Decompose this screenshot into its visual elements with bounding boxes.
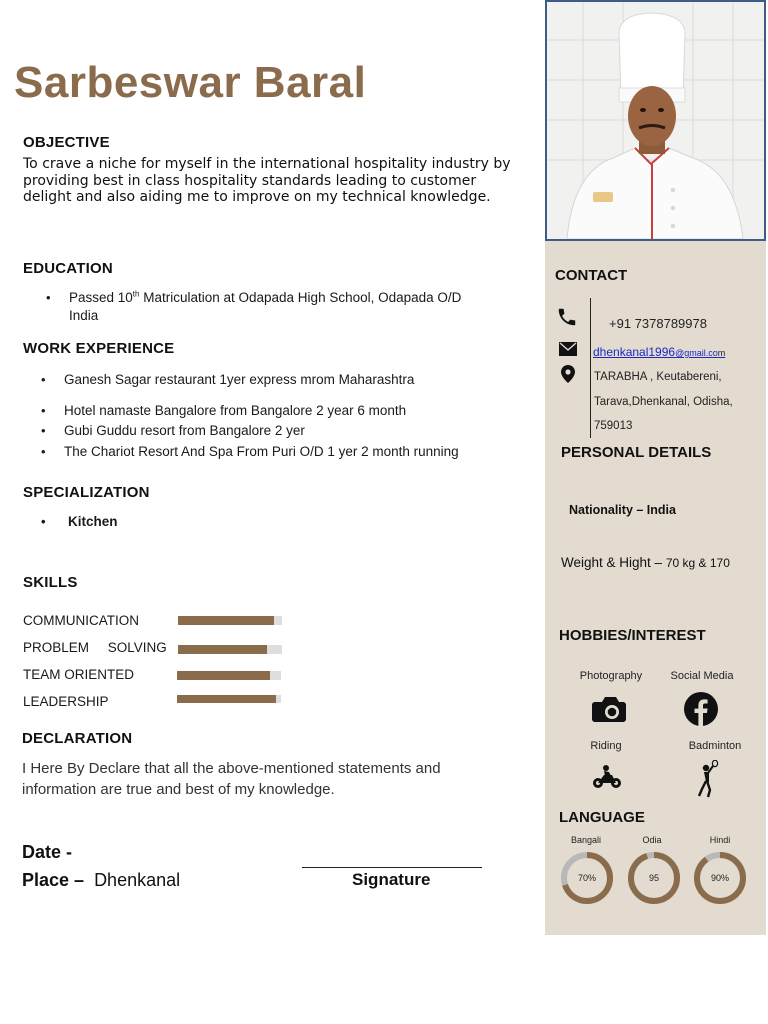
bullet-icon: •	[41, 514, 46, 529]
hobby-label: Badminton	[688, 740, 742, 752]
skill-bar-fill	[177, 695, 276, 703]
bullet-icon: •	[41, 372, 46, 387]
nationality: Nationality – India	[569, 503, 676, 517]
declaration-text: I Here By Declare that all the above-mentioned statements and information are true and best of my knowledge.	[22, 760, 441, 798]
language-label: Odia	[642, 835, 662, 845]
bullet-icon: •	[41, 423, 46, 438]
declaration-heading: DECLARATION	[22, 730, 133, 747]
skills-heading: SKILLS	[23, 574, 78, 591]
profile-photo	[545, 0, 766, 241]
hobby-label: Photography	[579, 670, 643, 682]
work-experience-heading: WORK EXPERIENCE	[23, 340, 175, 357]
skill-bar	[178, 645, 282, 654]
language-ring	[693, 851, 747, 905]
specialization-item: • Kitchen	[41, 514, 118, 529]
hobby-label: Riding	[590, 740, 622, 752]
place-value: Dhenkanal	[94, 870, 181, 890]
language-ring-bangali	[560, 851, 614, 910]
objective-text: To crave a niche for myself in the international hospitality industry by providing best in class hospitality standards leading to customer delight and also aiding me to improve on my technical knowledge.	[23, 156, 511, 205]
date-label: Date -	[22, 842, 73, 862]
candidate-name: Sarbeswar Baral	[14, 58, 367, 107]
personal-details-heading: PERSONAL DETAILS	[561, 444, 712, 461]
work-item: • Hotel namaste Bangalore from Bangalore 2 year 6 month	[41, 403, 407, 418]
bullet-icon: •	[41, 403, 46, 418]
hobby-label: Social Media	[670, 670, 734, 682]
location-pin-icon	[561, 365, 575, 383]
work-item: • Gubi Guddu resort from Bangalore 2 yer	[41, 423, 305, 438]
language-label: Bangali	[570, 835, 602, 845]
ring-value: 95	[648, 873, 660, 883]
bullet-icon: •	[41, 444, 46, 459]
ring-value: 90%	[710, 873, 730, 883]
skill-bar	[178, 616, 282, 625]
motorbike-icon	[592, 764, 622, 790]
email-link[interactable]: dhenkanal1996@gmail.com	[593, 345, 726, 359]
objective-heading: OBJECTIVE	[23, 134, 110, 151]
address-line: 759013	[594, 420, 633, 432]
education-heading: EDUCATION	[23, 260, 113, 277]
camera-icon	[592, 694, 630, 724]
specialization-heading: SPECIALIZATION	[23, 484, 150, 501]
skill-bar-fill	[178, 645, 267, 654]
education-item: • Passed 10th Matriculation at Odapada High School, Odapada O/D India	[46, 289, 462, 323]
address-line: Tarava,Dhenkanal, Odisha,	[594, 396, 733, 408]
skill-bar	[177, 695, 281, 703]
work-item: • Ganesh Sagar restaurant 1yer express mrom Maharashtra	[41, 372, 415, 387]
contact-heading: CONTACT	[555, 267, 628, 284]
skill-label: LEADERSHIP	[23, 694, 109, 709]
skill-bar-fill	[177, 671, 270, 680]
address-line: TARABHA , Keutabereni,	[594, 371, 722, 383]
email-icon	[559, 342, 577, 356]
signature-label: Signature	[352, 870, 431, 889]
phone-number: +91 7378789978	[609, 316, 707, 331]
place-line: Place – Dhenkanal	[22, 870, 181, 890]
phone-icon	[556, 306, 578, 328]
badminton-player-icon	[697, 760, 719, 798]
bullet-icon: •	[46, 290, 51, 305]
language-ring-odia	[627, 851, 681, 910]
skill-label: PROBLEM SOLVING	[23, 640, 167, 655]
skill-bar	[177, 671, 281, 680]
language-heading: LANGUAGE	[559, 809, 645, 826]
skill-bar-fill	[178, 616, 274, 625]
signature-line	[302, 867, 482, 868]
weight-height: Weight & Hight – 70 kg & 170	[561, 555, 730, 570]
language-label: Hindi	[709, 835, 731, 845]
hobbies-heading: HOBBIES/INTEREST	[559, 627, 706, 644]
skill-label: COMMUNICATION	[23, 613, 139, 628]
language-ring	[627, 851, 681, 905]
facebook-icon	[684, 692, 718, 726]
skill-label: TEAM ORIENTED	[23, 667, 135, 682]
language-ring-hindi	[693, 851, 747, 910]
work-item: • The Chariot Resort And Spa From Puri O/D 1 yer 2 month running	[41, 444, 459, 459]
contact-divider	[590, 298, 591, 438]
language-ring	[560, 851, 614, 905]
ring-value: 70%	[577, 873, 597, 883]
